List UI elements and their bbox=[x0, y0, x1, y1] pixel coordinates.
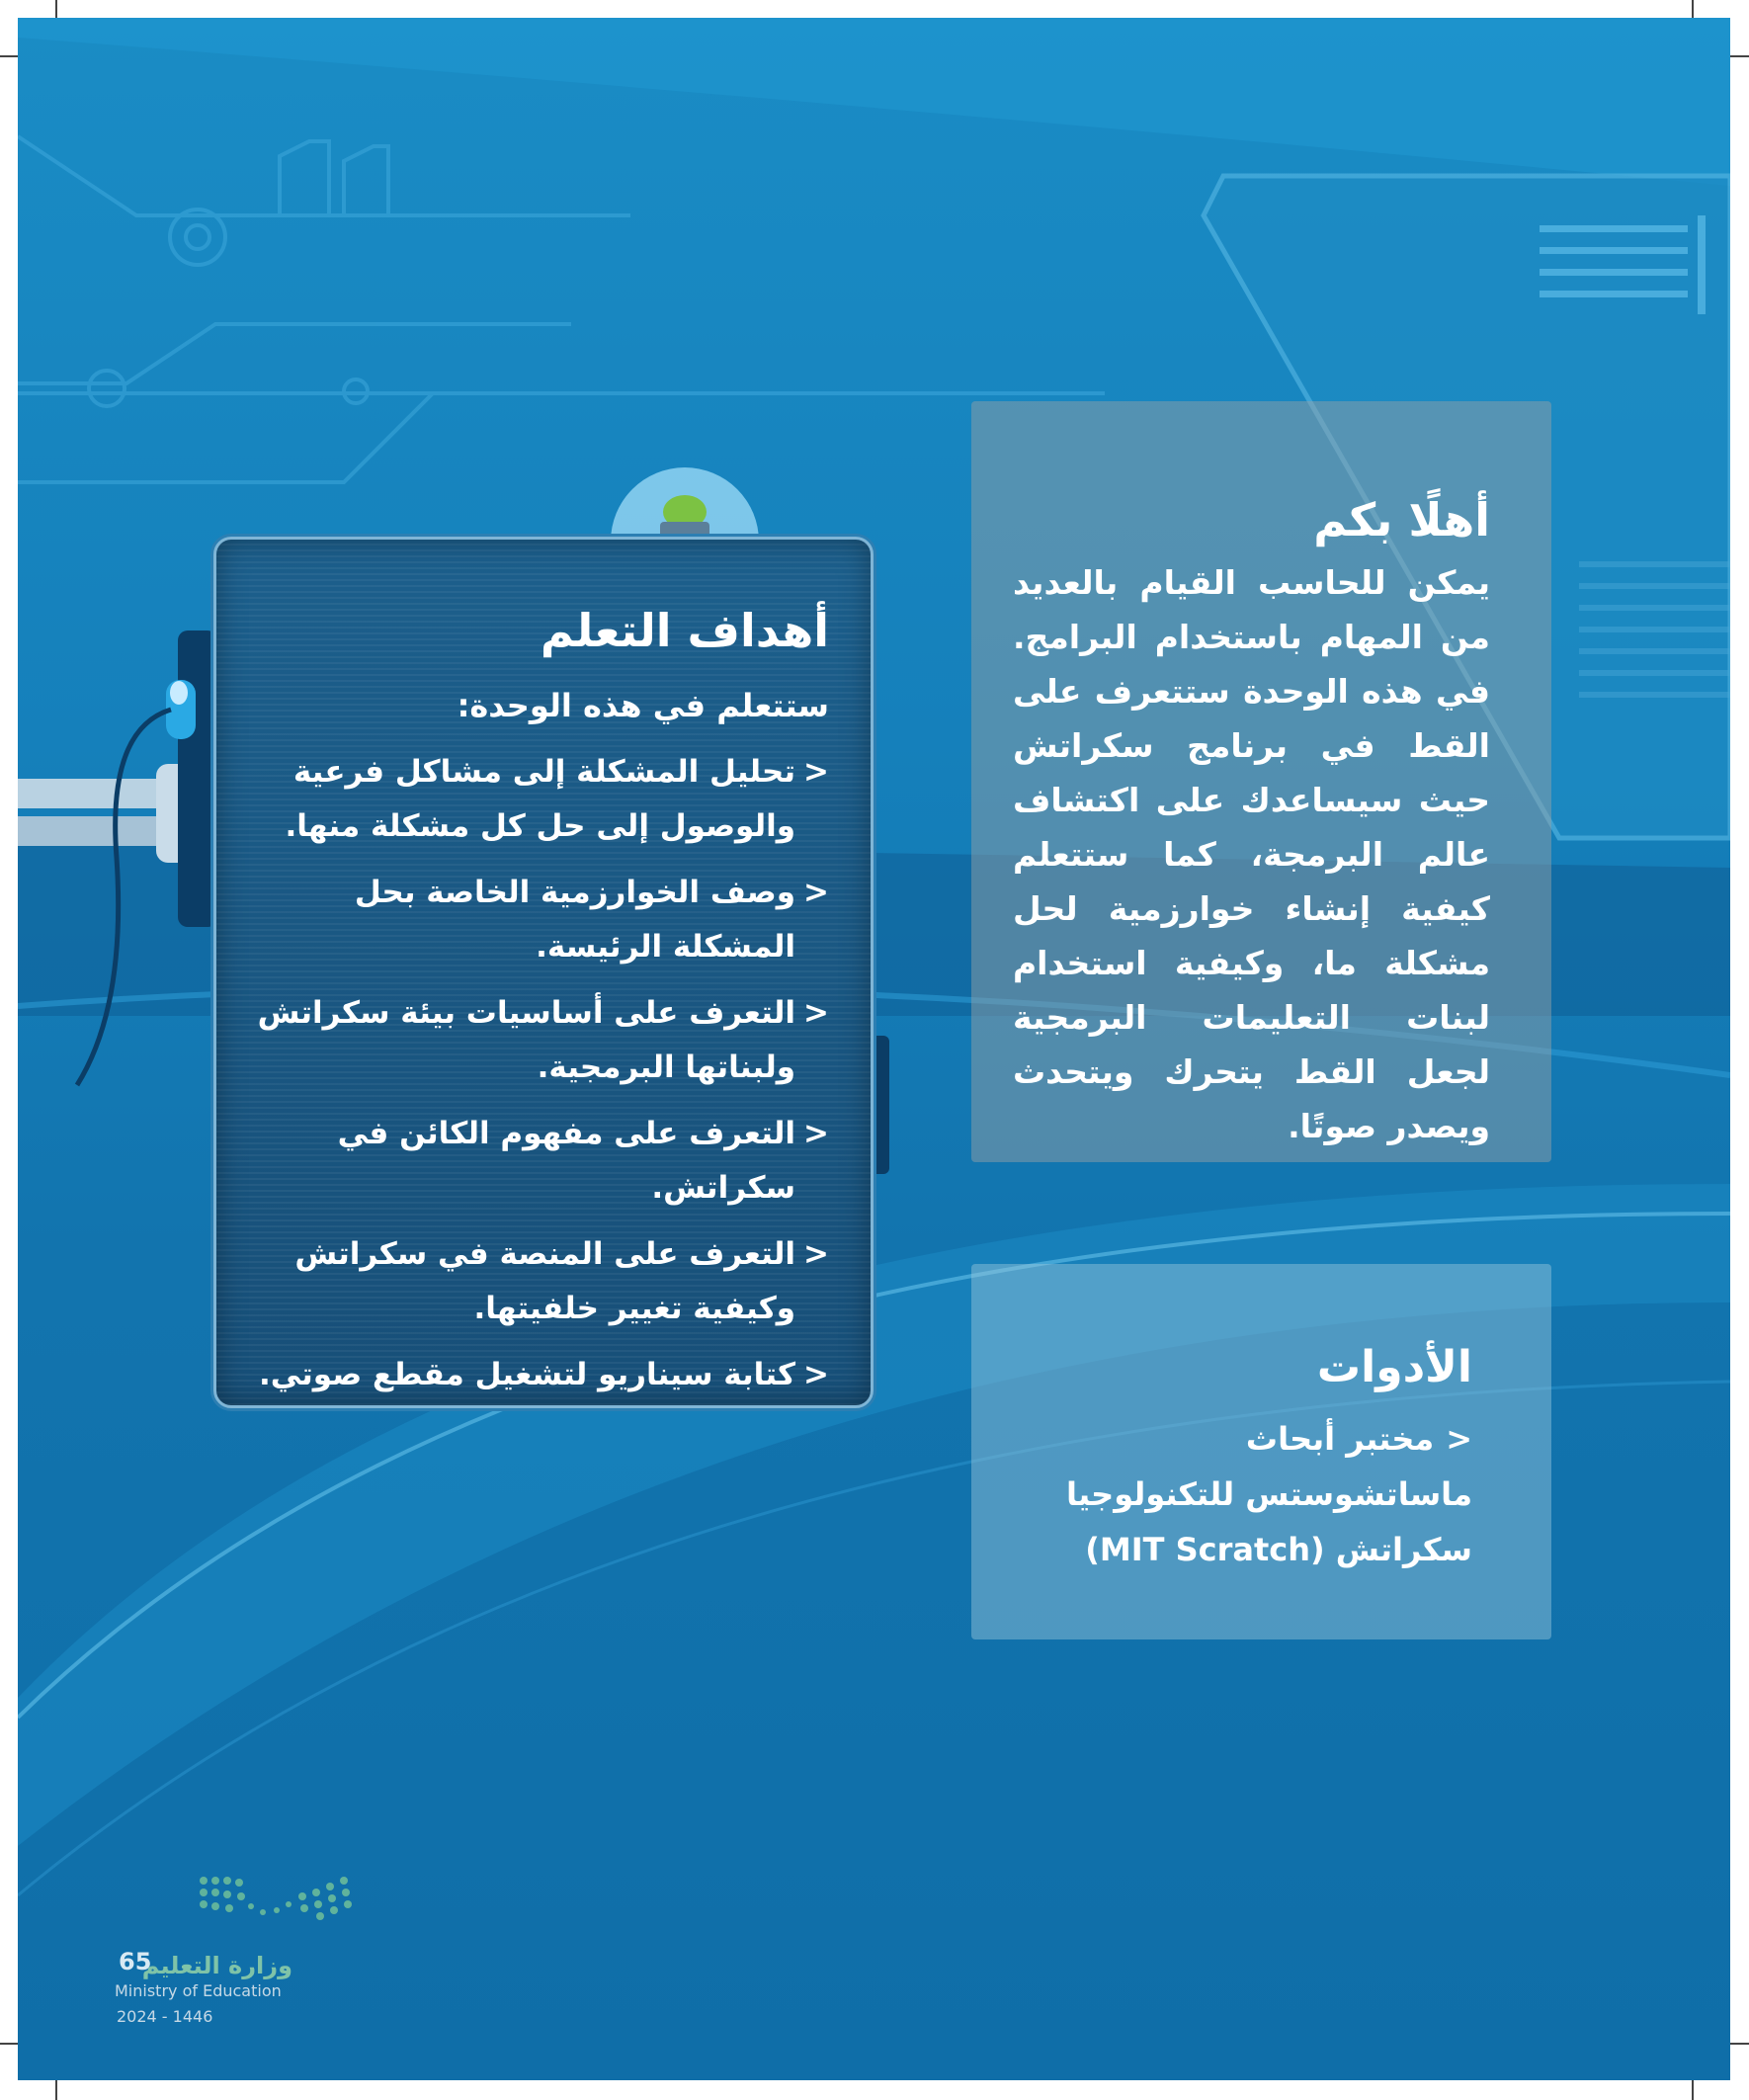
tools-title: الأدوات bbox=[1316, 1342, 1472, 1392]
bullet-arrow-icon: < bbox=[803, 1236, 829, 1272]
welcome-body: يمكن للحاسب القيام بالعديد من المهام باستخدام البرامج. في هذه الوحدة ستتعرف على القط في برنامج سكراتش حيث سيساعدك على اكتشاف عالم البرمجة، كما ستتعلم كيفية إنشاء خوارزمية لحل مشكلة ما، وكيفية استخدام لبنات التعليمات البرمجية لجعل القط يتحرك ويتحدث ويصدر صوتًا. bbox=[1013, 563, 1490, 1145]
ministry-name-ar: وزارة التعليم bbox=[141, 1952, 292, 1979]
ministry-name-en: Ministry of Education bbox=[115, 1981, 282, 2000]
goal-item bbox=[256, 1107, 829, 1216]
tools-item bbox=[1011, 1411, 1472, 1577]
goal-item bbox=[256, 866, 829, 974]
goal-item-text: التعرف على مفهوم الكائن في سكراتش. bbox=[337, 1116, 795, 1206]
ministry-logo-dots-icon bbox=[194, 1871, 441, 1940]
goals-list bbox=[256, 745, 829, 1402]
goals-title: أهداف التعلم bbox=[540, 604, 829, 657]
goal-item-text: التعرف على المنصة في سكراتش وكيفية تغيير خلفيتها. bbox=[294, 1236, 795, 1326]
goal-item bbox=[256, 1227, 829, 1336]
bullet-arrow-icon: < bbox=[803, 995, 829, 1031]
page-number: 65 bbox=[119, 1948, 152, 1975]
goal-item-text: كتابة سيناريو لتشغيل مقطع صوتي. bbox=[259, 1357, 795, 1392]
bullet-arrow-icon: < bbox=[803, 1116, 829, 1151]
bullet-arrow-icon: < bbox=[803, 754, 829, 790]
tools-panel bbox=[971, 1264, 1551, 1639]
ministry-logo bbox=[115, 1871, 362, 2029]
tools-list bbox=[1011, 1411, 1472, 1577]
ministry-year: 2024 - 1446 bbox=[117, 2007, 213, 2026]
tools-item-text: مختبر أبحاث ماساتشوستس للتكنولوجيا سكراتش (MIT Scratch) bbox=[1066, 1420, 1472, 1568]
page bbox=[18, 18, 1730, 2080]
goal-item-text: وصف الخوارزمية الخاصة بحل المشكلة الرئيسة. bbox=[354, 875, 795, 965]
goal-item bbox=[256, 745, 829, 854]
bullet-arrow-icon: < bbox=[803, 875, 829, 910]
goal-item-text: التعرف على أساسيات بيئة سكراتش ولبناتها البرمجية. bbox=[257, 995, 795, 1085]
goal-item bbox=[256, 1348, 829, 1402]
goal-item bbox=[256, 986, 829, 1095]
goal-item-text: تحليل المشكلة إلى مشاكل فرعية والوصول إلى حل كل مشكلة منها. bbox=[285, 754, 795, 844]
welcome-title: أهلًا بكم bbox=[1313, 493, 1490, 546]
welcome-panel bbox=[971, 401, 1551, 1162]
bullet-arrow-icon: < bbox=[803, 1357, 829, 1392]
bullet-arrow-icon: < bbox=[1446, 1420, 1472, 1458]
goals-intro: ستتعلم في هذه الوحدة: bbox=[457, 687, 829, 724]
learning-goals-box bbox=[213, 537, 874, 1408]
